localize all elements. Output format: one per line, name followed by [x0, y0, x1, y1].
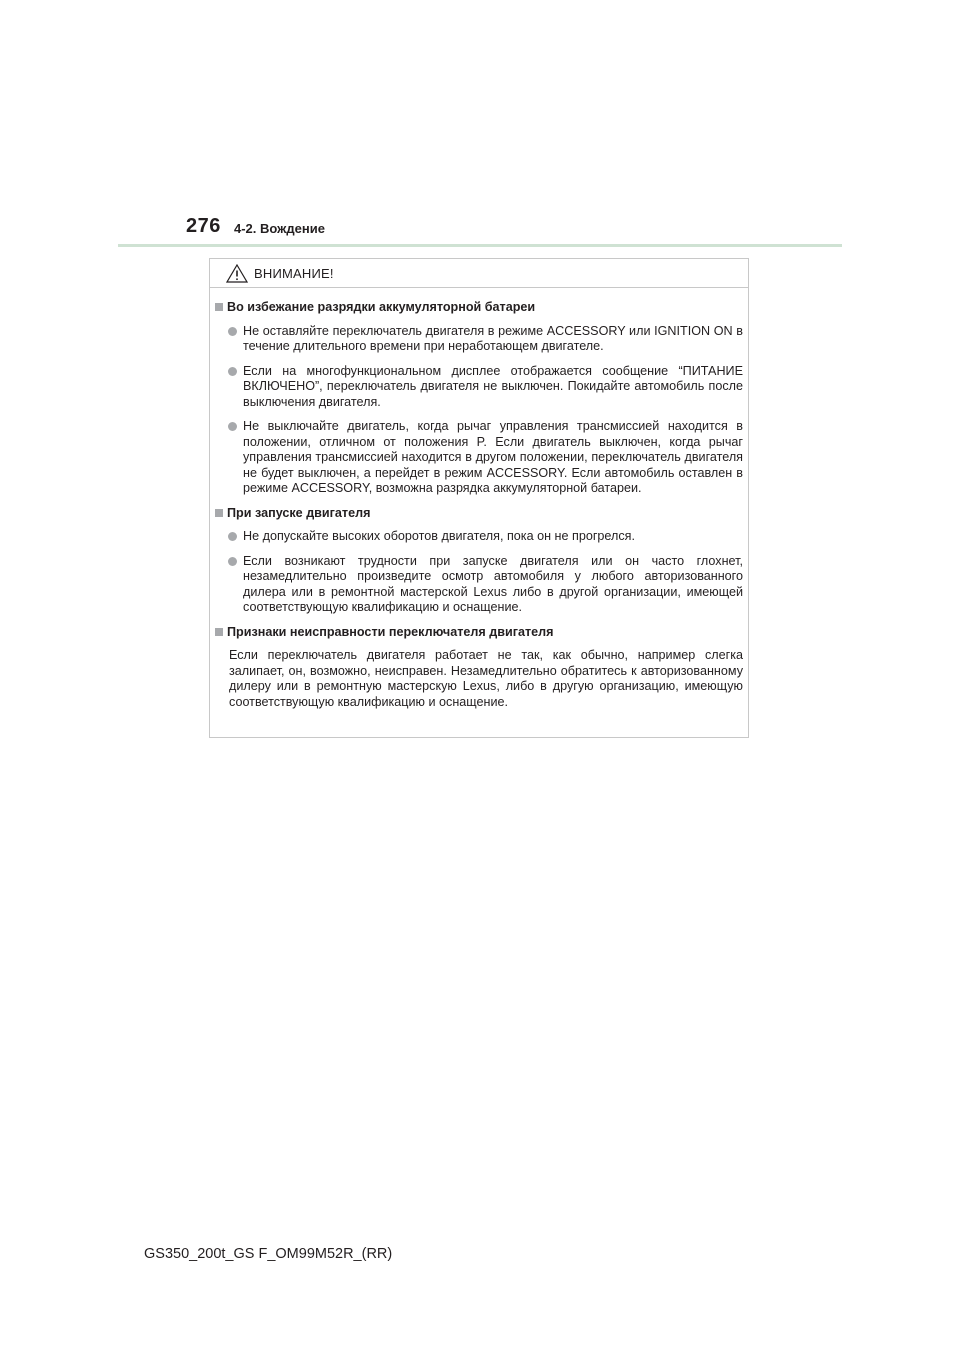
- bullet-item: Если на многофункциональном дисплее отображается сообщение “ПИТАНИЕ ВКЛЮЧЕНО”, переключатель двигателя не выключен. Покидайте автомобиль после выключения двигателя.: [215, 364, 743, 411]
- document-code: GS350_200t_GS F_OM99M52R_(RR): [144, 1246, 393, 1262]
- paragraph: Если переключатель двигателя работает не так, как обычно, например слегка залипает, он, возможно, неисправен. Незамедлительно обратитесь к авторизованному дилеру или в ремонтную мастерскую Lexus, либо в другую организацию, имеющую соответствующую квалификацию и оснащение.: [229, 648, 743, 709]
- header-divider: [118, 244, 842, 247]
- bullet-item: Не оставляйте переключатель двигателя в режиме ACCESSORY или IGNITION ON в течение длительного времени при неработающем двигателе.: [215, 324, 743, 355]
- bullet-item: Не выключайте двигатель, когда рычаг управления трансмиссией находится в положении, отличном от положения P. Если двигатель выключен, когда рычаг управления трансмиссией находится в другом положении, переключатель двигателя не будет выключен, а перейдет в режим ACCESSORY. Если автомобиль оставлен в режиме ACCESSORY, возможна разрядка аккумуляторной батареи.: [215, 419, 743, 497]
- warning-box: [209, 258, 749, 738]
- section-heading: Во избежание разрядки аккумуляторной батареи: [215, 300, 743, 316]
- warning-title: ВНИМАНИЕ!: [254, 266, 334, 281]
- warning-triangle-icon: [226, 264, 248, 283]
- section-heading: Признаки неисправности переключателя двигателя: [215, 625, 743, 641]
- warning-header: [210, 259, 748, 288]
- warning-body: [215, 300, 743, 710]
- bullet-item: Не допускайте высоких оборотов двигателя, пока он не прогрелся.: [215, 529, 743, 545]
- section-title: 4-2. Вождение: [234, 221, 325, 236]
- page-number: 276: [186, 215, 221, 237]
- section-heading: При запуске двигателя: [215, 506, 743, 522]
- bullet-item: Если возникают трудности при запуске двигателя или он часто глохнет, незамедлительно произведите осмотр автомобиля у любого авторизованного дилера или в ремонтной мастерской Lexus либо в другой организации, имеющей соответствующую квалификацию и оснащение.: [215, 554, 743, 616]
